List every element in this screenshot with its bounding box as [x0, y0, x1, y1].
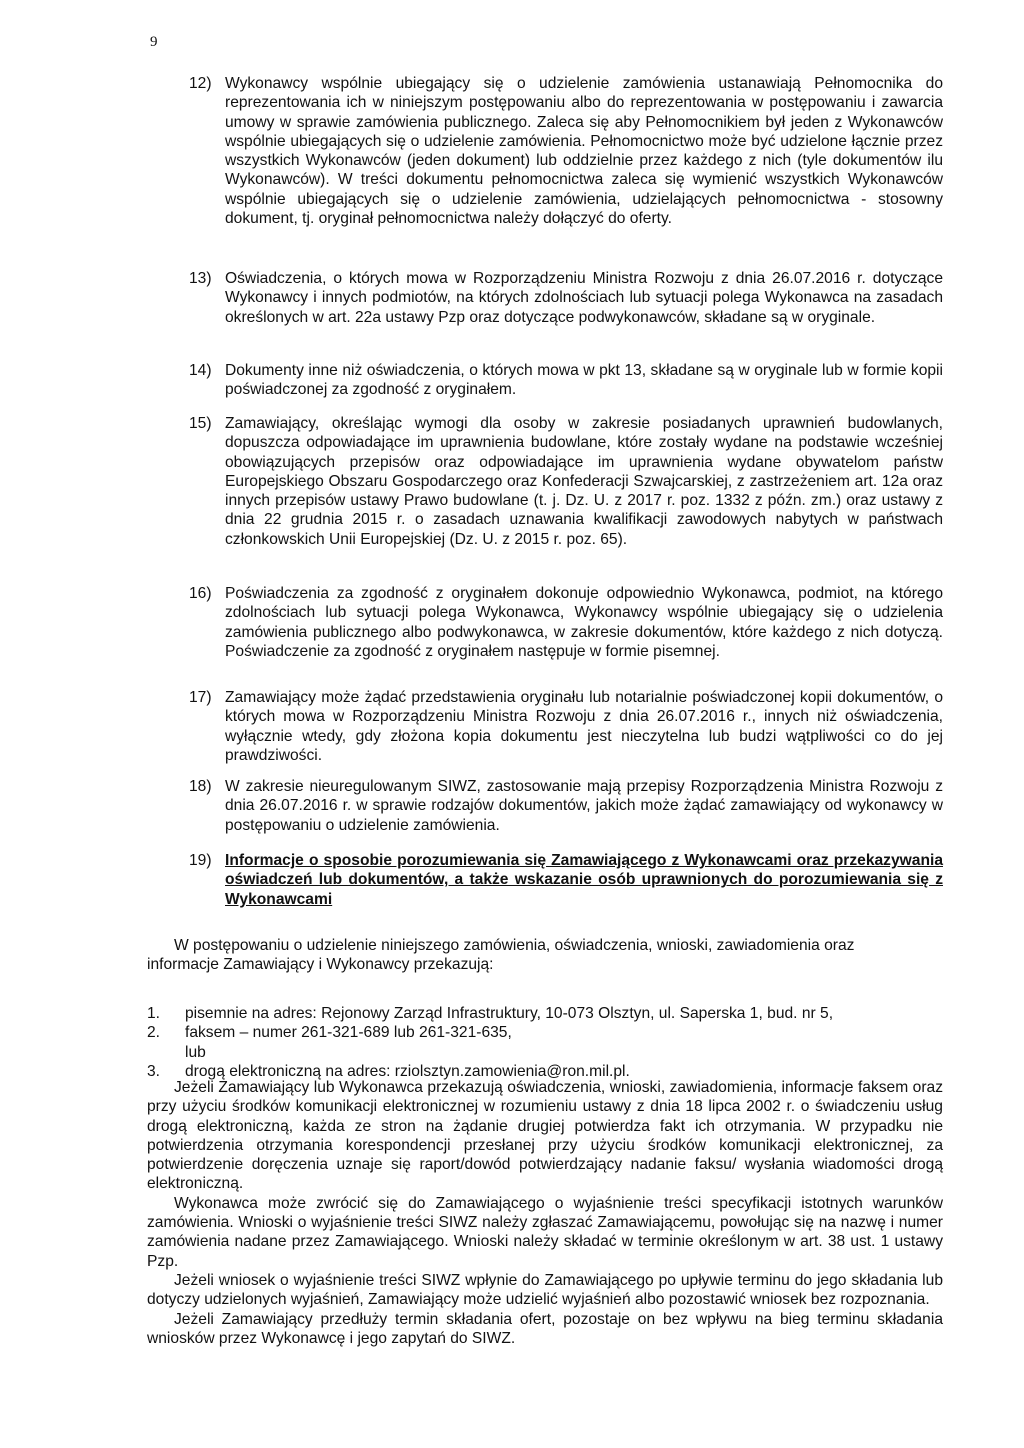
item-number: 16) [189, 585, 212, 602]
list-number: 2. [147, 1024, 161, 1042]
section-heading: Informacje o sposobie porozumiewania się Zamawiającego z Wykonawcami oraz przekazywania oświadczeń lub dokumentów, a także wskazanie osób uprawnionych do porozumiewania się z Wykonawcami [225, 852, 943, 908]
intro-paragraph [147, 936, 943, 975]
intro-line: W postępowaniu o udzielenie niniejszego zamówienia, oświadczenia, wnioski, zawiadomienia oraz [174, 937, 855, 954]
list-item [147, 1043, 943, 1062]
contact-methods-list [147, 1004, 943, 1081]
list-number: 3. [147, 1062, 161, 1080]
paragraph: Jeżeli wniosek o wyjaśnienie treści SIWZ wpłynie do Zamawiającego po upływie terminu do jego składania lub dotyczy udzielonych wyjaśnień, Zamawiający może udzielić wyjaśnień albo pozostawić wniosek bez rozpoznania. [147, 1271, 943, 1309]
page-number: 9 [150, 34, 158, 50]
item-text: Wykonawcy wspólnie ubiegający się o udzielenie zamówienia ustanawiają Pełnomocnika do reprezentowania ich w niniejszym postępowaniu albo do reprezentowania w postępowaniu i zawarcia umowy w sprawie zamówienia publicznego. Zaleca się aby Pełnomocnikiem był jeden z Wykonawców wspólnie ubiegających się o udzielenie zamówienia. Pełnomocnictwo może być udzielone łącznie przez wszystkich Wykonawców (jeden dokument) lub oddzielnie przez każdego z nich (tyle dokumentów ilu Wykonawców). W treści dokumentu pełnomocnictwa zaleca się wymienić wszystkich Wykonawców wspólnie ubiegających się o udzielenie zamówienia, udzielających pełnomocnictwa - stosowny dokument, tj. oryginał pełnomocnictwa należy dołączyć do oferty. [225, 75, 943, 228]
item-number: 14) [189, 362, 212, 379]
paragraph: Jeżeli Zamawiający przedłuży termin składania ofert, pozostaje on bez wpływu na bieg terminu składania wniosków przez Wykonawcę i jego zapytań do SIWZ. [147, 1310, 943, 1347]
item-text: Oświadczenia, o których mowa w Rozporządzeniu Ministra Rozwoju z dnia 26.07.2016 r. dotyczące Wykonawcy i innych podmiotów, na których zdolnościach lub sytuacji polega Wykonawca na zasadach określonych w art. 22a ustawy Pzp oraz dotyczące podwykonawców, składane są w oryginale. [225, 270, 943, 326]
intro-line: informacje Zamawiający i Wykonawcy przekazują: [147, 956, 494, 974]
item-number: 15) [189, 415, 212, 432]
item-number: 17) [189, 689, 212, 706]
list-text: drogą elektroniczną na adres: rziolsztyn.zamowienia@ron.mil.pl. [185, 1062, 630, 1080]
paragraph: Wykonawca może zwrócić się do Zamawiającego o wyjaśnienie treści specyfikacji istotnych warunków zamówienia. Wnioski o wyjaśnienie treści SIWZ należy zgłaszać Zamawiającemu, powołując się na nazwę i numer zamówienia nadane przez Zamawiającego. Wnioski należy składać w terminie określonym w art. 38 ust. 1 ustawy Pzp. [147, 1194, 943, 1270]
item-text: Dokumenty inne niż oświadczenia, o których mowa w pkt 13, składane są w oryginale lub w formie kopii poświadczonej za zgodność z oryginałem. [225, 362, 943, 399]
item-text: Zamawiający może żądać przedstawienia oryginału lub notarialnie poświadczonej kopii dokumentów, o których mowa w Rozporządzeniu Ministra Rozwoju z dnia 26.07.2016 r., innych niż oświadczenia, wyłącznie wtedy, gdy złożona kopia dokumentu jest nieczytelna lub budzi wątpliwości co do jej prawdziwości. [225, 689, 943, 764]
item-text: Zamawiający, określając wymogi dla osoby w zakresie posiadanych uprawnień budowlanych, dopuszcza odpowiadające im uprawnienia budowlane, które zostały wydane na podstawie wcześniej obowiązujących przepisów oraz odpowiadające im uprawnienia wydane obywatelom państw Europejskiego Obszaru Gospodarczego oraz Konfederacji Szwajcarskiej, z zastrzeżeniem art. 12a oraz innych przepisów ustawy Prawo budowlane (t. j. Dz. U. z 2017 r. poz. 1332 z późn. zm.) oraz ustawy z dnia 22 grudnia 2015 r. o zasadach uznawania kwalifikacji zawodowych nabytych w państwach członkowskich Unii Europejskiej (Dz. U. z 2015 r. poz. 65). [225, 415, 943, 548]
list-text: lub [185, 1043, 206, 1061]
body-paragraphs [147, 1078, 943, 1348]
list-text: faksem – numer 261-321-689 lub 261-321-635, [185, 1024, 512, 1042]
paragraph: Jeżeli Zamawiający lub Wykonawca przekazują oświadczenia, wnioski, zawiadomienia, informacje faksem oraz przy użyciu środków komunikacji elektronicznej w rozumieniu ustawy z dnia 18 lipca 2002 r. o świadczeniu usług drogą elektroniczną, każda ze stron na żądanie drugiej potwierdza fakt ich otrzymania. W przypadku nie potwierdzenia otrzymania korespondencji przesłanej przy użyciu środków komunikacji elektronicznej, za potwierdzenie doręczenia uznaje się raport/dowód potwierdzający nadanie faksu/ wysłania wiadomości drogą elektroniczną. [147, 1079, 943, 1193]
item-number: 13) [189, 270, 212, 287]
item-number: 19) [189, 852, 212, 869]
item-text: W zakresie nieuregulowanym SIWZ, zastosowanie mają przepisy Rozporządzenia Ministra Rozwoju z dnia 26.07.2016 r. w sprawie rodzajów dokumentów, jakich może żądać zamawiający od wykonawcy w postępowaniu o udzielenie zamówienia. [225, 778, 943, 834]
list-text: pisemnie na adres: Rejonowy Zarząd Infrastruktury, 10-073 Olsztyn, ul. Saperska 1, bud. nr 5, [185, 1005, 834, 1022]
list-item [147, 1023, 943, 1042]
list-item [147, 1004, 943, 1023]
item-number: 18) [189, 778, 212, 795]
list-number: 1. [147, 1005, 161, 1022]
item-text: Poświadczenia za zgodność z oryginałem dokonuje odpowiednio Wykonawca, podmiot, na którego zdolnościach lub sytuacji polega Wykonawca, Wykonawcy wspólnie ubiegający się o udzielenia zamówienia publicznego albo podwykonawca, w zakresie dokumentów, które każdego z nich dotyczą. Poświadczenie za zgodność z oryginałem następuje w formie pisemnej. [225, 585, 943, 660]
item-number: 12) [189, 75, 212, 92]
